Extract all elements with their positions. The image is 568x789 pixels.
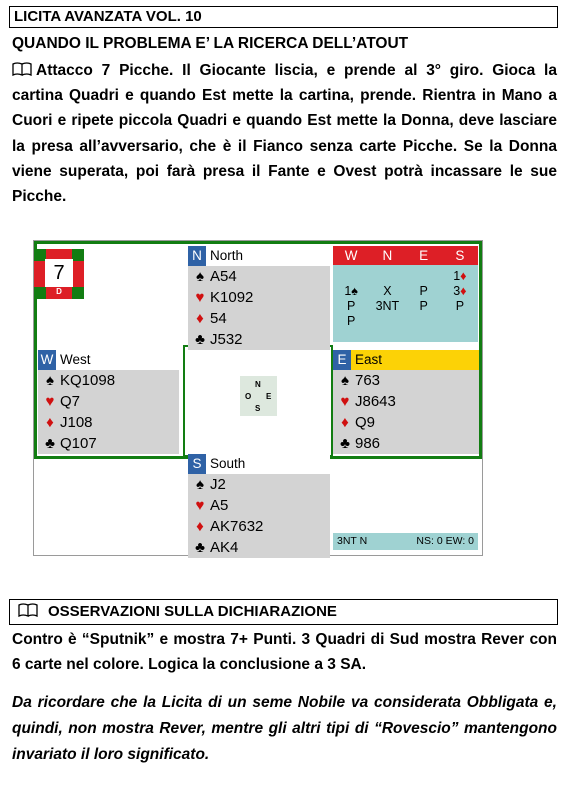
heart-icon: ♥: [195, 497, 205, 514]
heart-icon: ♥: [195, 289, 205, 306]
bid-cell: [406, 269, 442, 284]
section-subtitle: QUANDO IL PROBLEMA E’ LA RICERCA DELL’ATOUT: [12, 35, 409, 52]
heart-icon: ♥: [45, 393, 55, 410]
spade-icon: ♠: [196, 268, 204, 285]
south-hearts: A5: [210, 497, 229, 514]
bid-cell: P: [455, 299, 465, 313]
north-hand: [188, 266, 330, 350]
bid-cell: 3NT: [375, 299, 400, 313]
compass-e: E: [266, 392, 272, 401]
east-header: [333, 350, 479, 370]
north-hearts: K1092: [210, 289, 254, 306]
west-diamonds: J108: [60, 414, 93, 431]
west-header: [38, 350, 179, 370]
west-spades: KQ1098: [60, 372, 116, 389]
heart-icon: ♥: [340, 393, 350, 410]
observations-header: [9, 599, 558, 625]
result-bar: [333, 533, 478, 550]
score-label: NS: 0 EW: 0: [416, 535, 474, 547]
bid-cell: [369, 269, 405, 284]
west-hand: [38, 370, 179, 454]
contract-label: 3NT N: [337, 535, 368, 547]
spade-icon: ♠: [341, 372, 349, 389]
bid-cell: [333, 269, 369, 284]
east-diamonds: Q9: [355, 414, 376, 431]
compass-s: S: [255, 404, 261, 413]
south-diamonds: AK7632: [210, 518, 264, 535]
bid-cell: P: [419, 299, 428, 313]
bid-cell: X: [383, 284, 392, 298]
bid-cell: P: [419, 284, 428, 298]
south-spades: J2: [210, 476, 226, 493]
club-icon: ♣: [340, 435, 350, 452]
bid-head-w: W: [344, 248, 358, 263]
bid-head-s: S: [455, 248, 465, 263]
club-icon: ♣: [195, 539, 205, 556]
book-icon: [12, 62, 32, 76]
club-icon: ♣: [195, 331, 205, 348]
east-clubs: 986: [355, 435, 381, 452]
bid-head-e: E: [419, 248, 429, 263]
bid-row: [333, 284, 478, 299]
diamond-icon: ♦: [196, 518, 204, 535]
bidding-box: [333, 246, 478, 342]
club-icon: ♣: [45, 435, 55, 452]
compass: [240, 376, 277, 416]
intro-text: Attacco 7 Picche. Il Giocante liscia, e prende al 3° giro. Gioca la cartina Quadri e quando Est mette la cartina, prende. Rientra in Mano a Cuori e ripete piccola Quadri e quando Est mette la Donna, deve lasciare la presa all’avversario, che è il Fianco senza carte Picche. Se la Donna viene superata, poi farà presa il Fante e Ovest potrà incassare le sue Picche.: [12, 62, 557, 206]
east-hand: [333, 370, 479, 454]
west-dir-badge: W: [38, 350, 56, 370]
bid-cell: 1♠: [344, 284, 358, 298]
north-name: North: [210, 248, 244, 263]
intro-paragraph: [12, 58, 557, 209]
south-clubs: AK4: [210, 539, 239, 556]
north-header: [188, 246, 330, 266]
west-name: West: [60, 352, 91, 367]
south-name: South: [210, 456, 246, 471]
bid-cell: [406, 314, 442, 329]
observations-text: Contro è “Sputnik” e mostra 7+ Punti. 3 Quadri di Sud mostra Rever con 6 carte nel colore. Logica la conclusione a 3 SA.: [12, 631, 557, 673]
compass-n: N: [255, 380, 261, 389]
diamond-icon: ♦: [341, 414, 349, 431]
east-hearts: J8643: [355, 393, 396, 410]
spade-icon: ♠: [196, 476, 204, 493]
bid-row: [333, 299, 478, 314]
observations-title: OSSERVAZIONI SULLA DICHIARAZIONE: [48, 603, 337, 620]
bid-cell: P: [346, 314, 356, 328]
observations-note: Da ricordare che la Licita di un seme Nobile va considerata Obbligata e, quindi, non mostra Rever, mentre gli altri tipi di “Rovescio” mantengono invariato il loro significato.: [12, 694, 557, 763]
south-hand: [188, 474, 330, 558]
south-header: [188, 454, 330, 474]
spade-icon: ♠: [46, 372, 54, 389]
lead-card-rank: 7: [53, 262, 65, 284]
bid-head-n: N: [382, 248, 393, 263]
bid-row: [333, 314, 478, 329]
header-title: LICITA AVANZATA VOL. 10: [9, 6, 558, 28]
east-dir-badge: E: [333, 350, 351, 370]
diamond-icon: ♦: [196, 310, 204, 327]
bid-cell: P: [346, 299, 356, 313]
east-name: East: [355, 352, 383, 367]
south-dir-badge: S: [188, 454, 206, 474]
bid-cell: [442, 314, 478, 329]
bid-cell: [369, 314, 405, 329]
book-icon: [18, 603, 38, 617]
west-hearts: Q7: [60, 393, 81, 410]
diamond-icon: ♦: [46, 414, 54, 431]
compass-w: O: [245, 392, 252, 401]
dealer-marker: D: [56, 287, 62, 296]
bidding-header: [333, 246, 478, 265]
north-dir-badge: N: [188, 246, 206, 266]
east-spades: 763: [355, 372, 381, 389]
west-clubs: Q107: [60, 435, 97, 452]
bid-row: [333, 269, 478, 284]
north-clubs: J532: [210, 331, 243, 348]
north-diamonds: 54: [210, 310, 227, 327]
bid-cell: 3♦: [453, 284, 467, 298]
bid-cell: 1♦: [453, 269, 467, 283]
bridge-board: [33, 240, 483, 556]
north-spades: A54: [210, 268, 237, 285]
